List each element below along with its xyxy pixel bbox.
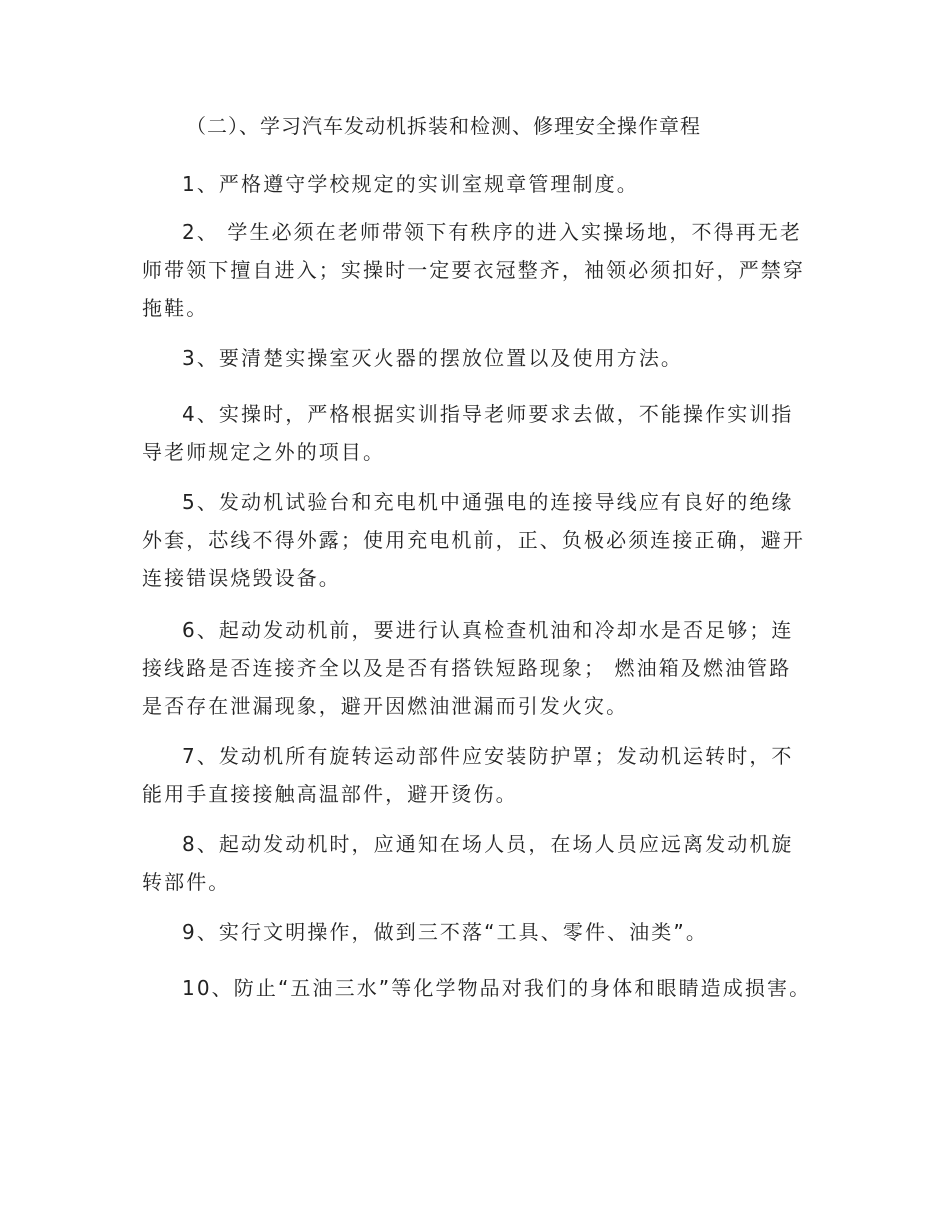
rule-paragraph-6: 6、起动发动机前，要进行认真检查机油和冷却水是否足够；连接线路是否连接齐全以及是否有搭铁短路现象； 燃油箱及燃油管路是否存在泄漏现象，避开因燃油泄漏而引发火灾。	[142, 618, 794, 718]
rule-paragraph-8: 8、起动发动机时，应通知在场人员，在场人员应远离发动机旋转部件。	[142, 832, 794, 894]
rule-paragraph-3: 3、要清楚实操室灭火器的摆放位置以及使用方法。	[182, 346, 684, 370]
rule-paragraph-10: 10、防止“五油三水”等化学物品对我们的身体和眼睛造成损害。	[182, 976, 812, 1000]
rule-paragraph-5: 5、发动机试验台和充电机中通强电的连接导线应有良好的绝缘外套，芯线不得外露；使用充电机前，正、负极必须连接正确，避开连接错误烧毁设备。	[142, 490, 805, 590]
rule-paragraph-7: 7、发动机所有旋转运动部件应安装防护罩；发动机运转时，不能用手直接接触高温部件，避开烫伤。	[142, 744, 794, 806]
rule-paragraph-4: 4、实操时，严格根据实训指导老师要求去做，不能操作实训指导老师规定之外的项目。	[142, 402, 794, 464]
rule-paragraph-1: 1、严格遵守学校规定的实训室规章管理制度。	[182, 172, 639, 196]
rule-paragraph-9: 9、实行文明操作，做到三不落“工具、零件、油类”。	[182, 920, 708, 944]
rule-paragraph-2: 2、 学生必须在老师带领下有秩序的进入实操场地，不得再无老师带领下擅自进入；实操时一定要衣冠整齐，袖领必须扣好，严禁穿拖鞋。	[142, 220, 805, 320]
section-title: （二）、学习汽车发动机拆装和检测、修理安全操作章程	[186, 114, 701, 138]
